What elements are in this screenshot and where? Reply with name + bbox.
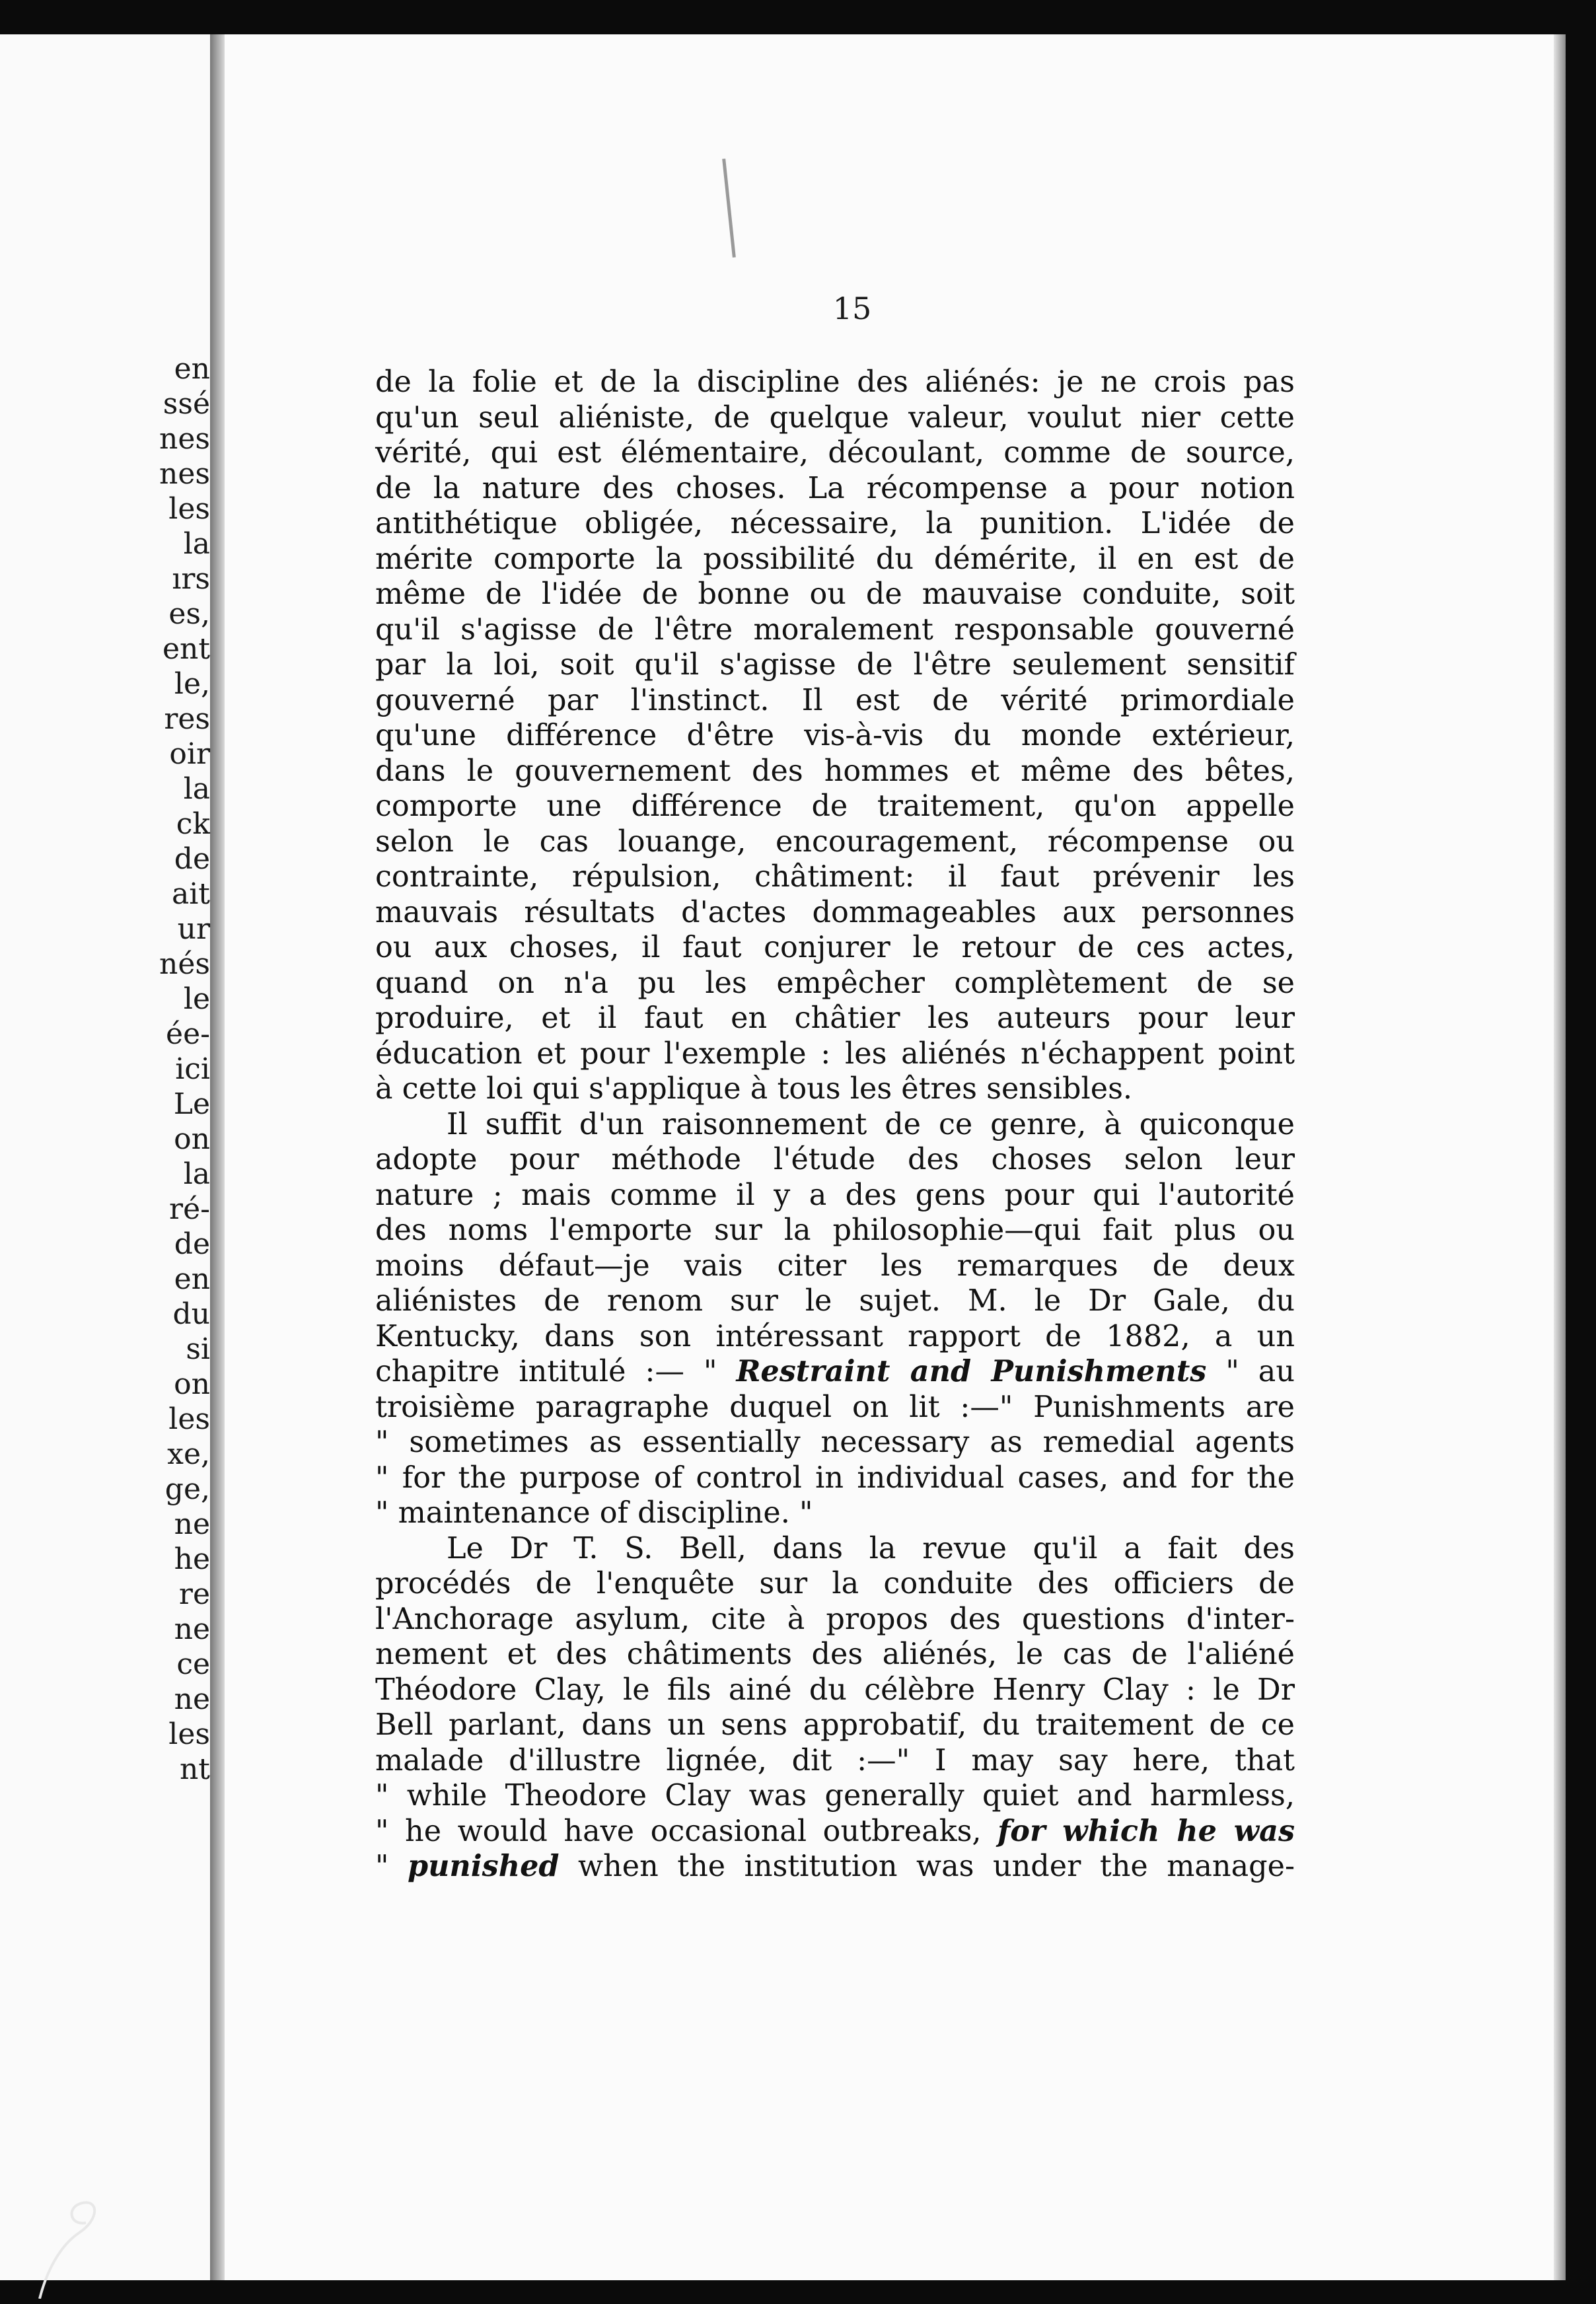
text-line (375, 1283, 1295, 1319)
text-line (375, 718, 1295, 754)
text-line (375, 1814, 1295, 1850)
text-segment: quand on n'a pu les empêcher complètement de se (375, 966, 1295, 1000)
text-segment: produire, et il faut en châtier les auteurs pour leur (375, 1001, 1295, 1035)
text-segment: " maintenance of discipline. " (375, 1496, 813, 1530)
text-segment: Il suffit d'un raisonnement de ce genre, à quiconque (447, 1107, 1295, 1141)
body-text (375, 365, 1295, 1885)
text-line (375, 824, 1295, 860)
left-fragment: ssé (163, 387, 210, 421)
left-fragment: la (183, 772, 210, 806)
text-line (375, 859, 1295, 895)
text-segment: nement et des châtiments des aliénés, le cas de l'aliéné (375, 1638, 1295, 1671)
text-segment: chapitre intitulé :— " (375, 1355, 737, 1388)
text-line (375, 1460, 1295, 1496)
text-segment: " (375, 1850, 408, 1883)
text-segment: " for the purpose of control in individual cases, and for the (375, 1460, 1295, 1495)
text-line (375, 1036, 1295, 1072)
left-fragment: la (183, 527, 210, 561)
left-fragment: ce (176, 1647, 210, 1681)
text-segment: when the institution was under the manage- (559, 1850, 1295, 1883)
text-line (375, 1673, 1295, 1708)
text-line (375, 1071, 1295, 1107)
text-line (375, 506, 1295, 542)
text-line (375, 1708, 1295, 1743)
left-fragment: ré- (169, 1192, 210, 1226)
text-line (375, 1248, 1295, 1284)
left-fragment: es, (168, 597, 210, 631)
text-segment: gouverné par l'instinct. Il est de vérité primordiale (375, 683, 1295, 717)
left-fragment: ée- (166, 1017, 210, 1051)
text-segment: qu'un seul aliéniste, de quelque valeur, voulut nier cette (375, 400, 1295, 435)
text-line (375, 1213, 1295, 1248)
left-fragment: si (186, 1332, 210, 1366)
left-fragment: de (174, 842, 210, 876)
text-segment: Théodore Clay, le fils ainé du célèbre Henry Clay : le Dr (375, 1673, 1295, 1707)
left-fragment: xe, (167, 1437, 210, 1471)
text-segment: " sometimes as essentially necessary as remedial agents (375, 1425, 1295, 1459)
left-fragment: du (172, 1297, 210, 1331)
italic-text: Restraint and Punishments (736, 1354, 1207, 1388)
text-segment: malade d'illustre lignée, dit :—" I may say here, that (375, 1743, 1295, 1778)
text-line (375, 542, 1295, 577)
text-line (375, 1001, 1295, 1036)
text-line (375, 930, 1295, 966)
text-line (375, 1495, 1295, 1531)
text-line (375, 365, 1295, 400)
left-fragment: ge, (164, 1472, 210, 1506)
text-line (375, 1531, 1295, 1567)
text-line (375, 1178, 1295, 1213)
left-fragment: Le (173, 1087, 210, 1121)
text-segment: moins défaut—je vais citer les remarques de deux (375, 1248, 1295, 1283)
page-number: 15 (832, 291, 872, 326)
left-fragment: ne (174, 1682, 210, 1716)
italic-text: punished (407, 1849, 560, 1883)
text-segment: l'Anchorage asylum, cite à propos des questions d'inter- (375, 1602, 1295, 1636)
text-segment: selon le cas louange, encouragement, récompense ou (375, 824, 1295, 859)
left-fragment: le (183, 982, 210, 1016)
left-fragment: ırs (172, 562, 210, 596)
text-segment: " au (1206, 1355, 1295, 1388)
left-fragment: en (174, 352, 210, 386)
left-fragment: les (168, 1402, 210, 1436)
text-line (375, 1354, 1295, 1390)
text-line (375, 1743, 1295, 1779)
left-fragment: le, (174, 667, 210, 701)
text-segment: contrainte, répulsion, châtiment: il faut prévenir les (375, 860, 1295, 894)
text-segment: par la loi, soit qu'il s'agisse de l'être seulement sensitif (375, 648, 1295, 682)
text-line (375, 612, 1295, 648)
text-segment: aliénistes de renom sur le sujet. M. le Dr Gale, du (375, 1284, 1295, 1318)
text-segment: qu'il s'agisse de l'être moralement responsable gouverné (375, 612, 1295, 647)
left-fragment: oir (169, 737, 210, 771)
text-line (375, 647, 1295, 683)
text-line (375, 1319, 1295, 1355)
left-fragment: ne (174, 1507, 210, 1541)
left-fragment: res (164, 702, 210, 736)
text-line (375, 1637, 1295, 1673)
left-fragment: ck (176, 807, 210, 841)
text-segment: troisième paragraphe duquel on lit :—" Punishments are (375, 1390, 1295, 1424)
text-line (375, 683, 1295, 719)
text-line (375, 471, 1295, 507)
page-edge (1554, 34, 1566, 2280)
text-segment: nature ; mais comme il y a des gens pour qui l'autorité (375, 1178, 1295, 1212)
text-segment: même de l'idée de bonne ou de mauvaise conduite, soit (375, 577, 1295, 611)
left-fragment: ait (172, 877, 210, 911)
text-segment: éducation et pour l'exemple : les aliénés n'échappent point (375, 1036, 1295, 1071)
book-gutter (210, 34, 225, 2280)
left-fragment: nt (179, 1752, 210, 1786)
text-segment: Kentucky, dans son intéressant rapport de 1882, a un (375, 1319, 1295, 1353)
text-line (375, 577, 1295, 612)
text-line (375, 1107, 1295, 1143)
left-fragment: ur (177, 912, 210, 946)
text-segment: de la nature des choses. La récompense a pour notion (375, 471, 1295, 505)
text-line (375, 966, 1295, 1001)
text-segment: adopte pour méthode l'étude des choses selon leur (375, 1143, 1295, 1176)
left-fragment: nes (159, 457, 210, 491)
left-fragment: ne (174, 1612, 210, 1646)
text-segment: " while Theodore Clay was generally quiet and harmless, (375, 1779, 1295, 1813)
text-line (375, 789, 1295, 824)
left-fragment: de (174, 1227, 210, 1261)
text-segment: Le Dr T. S. Bell, dans la revue qu'il a fait des (447, 1531, 1295, 1566)
text-line (375, 1390, 1295, 1425)
text-segment: ou aux choses, il faut conjurer le retour de ces actes, (375, 931, 1295, 964)
text-segment: à cette loi qui s'applique à tous les êtres sensibles. (375, 1072, 1133, 1106)
left-fragment: on (174, 1367, 210, 1401)
text-line (375, 400, 1295, 436)
left-fragment: la (183, 1157, 210, 1191)
left-fragment: nes (159, 422, 210, 456)
left-fragment: on (174, 1122, 210, 1156)
left-page (0, 34, 210, 2280)
text-segment: procédés de l'enquête sur la conduite des officiers de (375, 1567, 1295, 1601)
text-line (375, 1778, 1295, 1814)
left-fragment: les (168, 1717, 210, 1751)
text-line (375, 1425, 1295, 1460)
text-segment: Bell parlant, dans un sens approbatif, du traitement de ce (375, 1708, 1295, 1742)
left-fragment: nés (159, 947, 210, 981)
text-line (375, 435, 1295, 471)
text-segment: dans le gouvernement des hommes et même des bêtes, (375, 754, 1295, 788)
text-line (375, 754, 1295, 789)
left-fragment: re (178, 1577, 210, 1611)
text-segment: " he would have occasional outbreaks, (375, 1814, 998, 1848)
left-fragment: en (174, 1262, 210, 1296)
left-fragment: les (168, 492, 210, 526)
text-segment: vérité, qui est élémentaire, découlant, comme de source, (375, 436, 1295, 470)
text-line (375, 1142, 1295, 1178)
text-line (375, 1566, 1295, 1602)
left-fragment: he (174, 1542, 210, 1576)
left-fragment: ent (162, 632, 210, 666)
text-segment: des noms l'emporte sur la philosophie—qui fait plus ou (375, 1213, 1295, 1247)
left-page-text-fragments (137, 351, 210, 1787)
scan-artifact-curl (26, 2193, 106, 2299)
text-segment: de la folie et de la discipline des aliénés: je ne crois pas (375, 365, 1295, 399)
italic-text: for which he was (998, 1813, 1295, 1848)
text-segment: antithétique obligée, nécessaire, la punition. L'idée de (375, 507, 1295, 540)
text-line (375, 895, 1295, 931)
text-segment: comporte une différence de traitement, qu'on appelle (375, 789, 1295, 823)
text-segment: mérite comporte la possibilité du démérite, il en est de (375, 542, 1295, 576)
text-line (375, 1602, 1295, 1638)
left-fragment: ici (175, 1052, 210, 1086)
text-segment: mauvais résultats d'actes dommageables aux personnes (375, 895, 1295, 929)
text-line (375, 1849, 1295, 1885)
text-segment: qu'une différence d'être vis-à-vis du monde extérieur, (375, 719, 1295, 752)
